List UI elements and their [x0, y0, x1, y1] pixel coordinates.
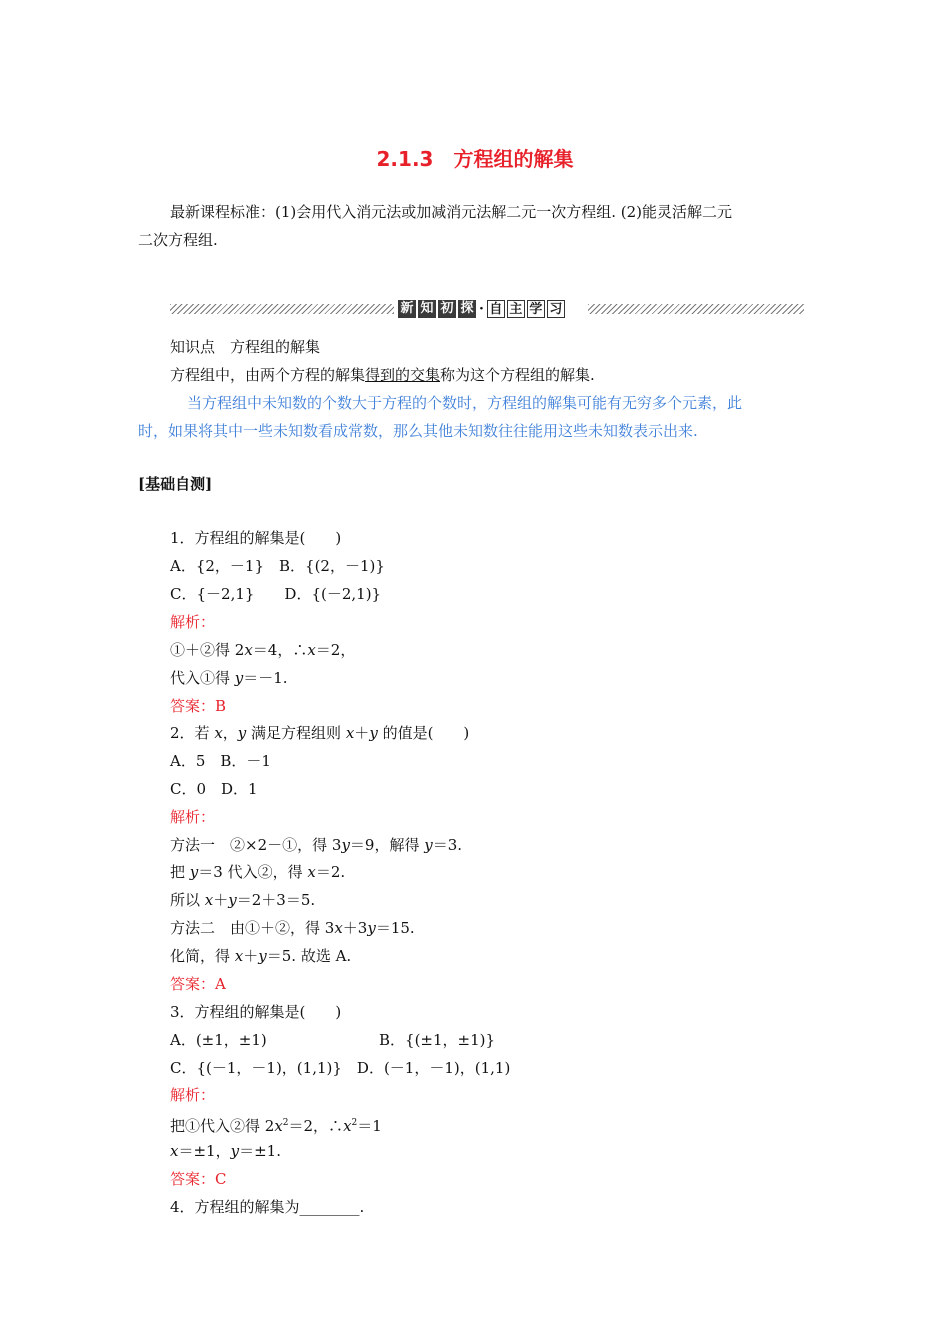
var-y: y [234, 669, 244, 687]
q3-solution-step-2 [170, 1141, 281, 1161]
q1-jiexi-label: 解析： [170, 613, 216, 631]
text: ＋ [354, 724, 370, 742]
text: 把①代入②得 2 [170, 1117, 275, 1135]
knowledge-note-line-1: 当方程组中未知数的个数大于方程的个数时，方程组的解集可能有无穷多个元素，此 [187, 394, 743, 412]
text: ＝4，∴ [252, 641, 308, 659]
q2-stem [170, 723, 469, 743]
var-y: y [369, 724, 378, 742]
text: ＝±1， [178, 1142, 231, 1160]
text: ＝15. [375, 919, 415, 937]
banner-char: 初 [438, 300, 456, 318]
var-y: y [228, 891, 237, 909]
definition-text: 称为这个方程组的解集. [440, 366, 595, 384]
banner-char: 习 [547, 300, 565, 318]
var-x: x [334, 919, 343, 937]
q2-answer: 答案：A [170, 975, 226, 993]
q1-answer: 答案：B [170, 697, 227, 715]
text: 的值是( ) [377, 724, 470, 742]
q2-options-cd: C．0 D．1 [170, 780, 258, 798]
var-y: y [341, 836, 350, 854]
var-x: x [170, 1142, 179, 1160]
text: ， [222, 724, 238, 742]
var-x: x [343, 1117, 352, 1135]
text: ①＋②得 2 [170, 641, 245, 659]
definition-text: 方程组中，由两个方程的解集 [170, 366, 366, 384]
text: 2．若 [170, 724, 215, 742]
text: 方法一 ②×2－①，得 3 [170, 836, 342, 854]
var-y: y [237, 724, 247, 742]
q3-options-cd: C．{(－1，－1)，(1,1)} D．(－1，－1)，(1,1) [170, 1059, 511, 1077]
text: ＝5. 故选 A. [266, 947, 352, 965]
text: ＝3 代入②，得 [198, 863, 308, 881]
standard-line-2: 二次方程组. [138, 231, 218, 249]
exponent: 2 [351, 1118, 358, 1128]
text: ＝2，∴ [288, 1117, 344, 1135]
section-banner [170, 300, 804, 318]
q2-options-ab: A．5 B．－1 [170, 752, 271, 770]
text: 化简，得 [170, 947, 235, 965]
q3-solution-step-1 [170, 1113, 382, 1136]
text: ＝－1. [243, 669, 288, 687]
text: ＋ [243, 947, 259, 965]
knowledge-note-line-2: 时，如果将其中一些未知数看成常数，那么其他未知数往往能用这些未知数表示出来. [138, 422, 698, 440]
q3-stem: 3．方程组的解集是( ) [170, 1003, 342, 1021]
text: ＝2＋3＝5. [236, 891, 316, 909]
banner-char: 自 [487, 300, 505, 318]
var-x: x [307, 863, 316, 881]
banner-char: 知 [418, 300, 436, 318]
var-x: x [345, 724, 355, 742]
var-y: y [230, 1142, 240, 1160]
text: 满足方程组则 [246, 724, 346, 742]
banner-char: 主 [507, 300, 525, 318]
q2-method-2-step-2 [170, 946, 351, 966]
banner-stripe-right [588, 304, 804, 314]
text: ＋3 [342, 919, 368, 937]
var-x: x [204, 891, 214, 909]
text: 方法二 由①＋②，得 3 [170, 919, 335, 937]
var-y: y [189, 863, 199, 881]
text: ＝2. [315, 863, 346, 881]
banner-char: 新 [398, 300, 416, 318]
banner-dot: · [479, 301, 484, 317]
q1-solution-step-1 [170, 640, 355, 660]
text: 所以 [170, 891, 205, 909]
var-y: y [367, 919, 376, 937]
text: ＝9，解得 [349, 836, 425, 854]
banner-badge [398, 300, 567, 318]
q4-stem: 4．方程组的解集为________. [170, 1198, 365, 1216]
q3-answer: 答案：C [170, 1170, 227, 1188]
definition-underlined: 得到的交集 [365, 366, 441, 384]
q3-option-b: B．{(±1，±1)} [379, 1031, 496, 1049]
knowledge-definition [170, 365, 595, 385]
q2-method-1-step-2 [170, 862, 345, 882]
q3-jiexi-label: 解析： [170, 1086, 216, 1104]
banner-char: 探 [458, 300, 476, 318]
text: 把 [170, 863, 190, 881]
var-x: x [234, 947, 244, 965]
text: ＋ [213, 891, 229, 909]
var-y: y [258, 947, 267, 965]
q1-options-ab: A．{2，－1} B．{(2，－1)} [170, 557, 385, 575]
banner-stripe-left [170, 304, 394, 314]
section-heading: [基础自测] [138, 475, 213, 493]
q3-option-a: A．(±1，±1) [170, 1031, 267, 1049]
text: ＝2， [315, 641, 356, 659]
exponent: 2 [282, 1118, 289, 1128]
q1-stem: 1．方程组的解集是( ) [170, 529, 342, 547]
banner-char: 学 [527, 300, 545, 318]
var-x: x [274, 1117, 283, 1135]
q2-method-2 [170, 918, 415, 938]
text: 代入①得 [170, 669, 235, 687]
q2-method-1-step-3 [170, 890, 315, 910]
q1-solution-step-2 [170, 668, 288, 688]
q2-jiexi-label: 解析： [170, 808, 216, 826]
q2-method-1 [170, 835, 462, 855]
text: ＝3. [432, 836, 463, 854]
text: ＝±1. [239, 1142, 281, 1160]
q1-options-cd: C．{－2,1} D．{(－2,1)} [170, 585, 382, 603]
text: ＝1 [357, 1117, 382, 1135]
knowledge-heading: 知识点 方程组的解集 [170, 338, 321, 356]
page-title: 2.1.3 方程组的解集 [376, 147, 574, 171]
var-y: y [424, 836, 433, 854]
var-x: x [214, 724, 223, 742]
var-x: x [244, 641, 253, 659]
standard-line-1: 最新课程标准：(1)会用代入消元法或加减消元法解二元一次方程组. (2)能灵活解二元 [170, 203, 733, 221]
var-x: x [307, 641, 316, 659]
